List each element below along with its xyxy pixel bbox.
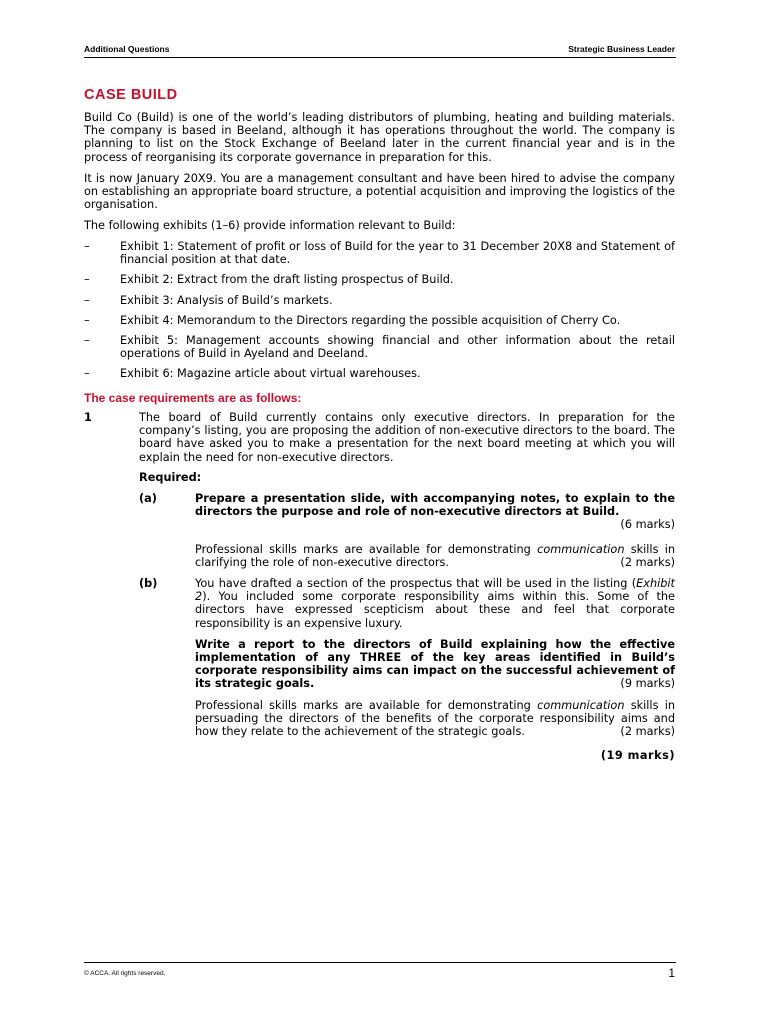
part-b-intro-post: ). You included some corporate responsibility aims within this. Some of the directors have expressed scepticism about these and feel that corporate responsibility is an expensive luxury. [195, 590, 675, 630]
intro-paragraph-3: The following exhibits (1–6) provide information relevant to Build: [84, 219, 456, 232]
exhibit-text: Exhibit 5: Management accounts showing financial and other information about the retail operations of Build in Ayeland and Deeland. [120, 334, 675, 361]
header-left: Additional Questions [84, 44, 170, 54]
part-b-skills-marks: (2 marks) [620, 725, 675, 739]
skills-text-post: skills in persuading the directors of the benefits of the corporate responsibility aims and how they relate to the achievement of the strategic goals. [195, 698, 675, 739]
question-intro: The board of Build currently contains only executive directors. In preparation for the company’s listing, you are proposing the addition of non-executive directors to the board. The board have asked you to make a presentation for the next board meeting at which you will explain the need for non-executive directors. [139, 411, 675, 464]
part-a-label: (a) [139, 492, 157, 505]
list-item [84, 273, 675, 286]
intro-paragraph-2: It is now January 20X9. You are a management consultant and have been hired to advise the company on establishing an appropriate board structure, a potential acquisition and improving the logistics of the organisation. [84, 172, 675, 212]
part-b-intro-pre: You have drafted a section of the prospectus that will be used in the listing ( [195, 577, 637, 590]
part-a-marks: (6 marks) [620, 518, 675, 532]
list-item [84, 240, 675, 266]
list-dash: – [84, 334, 90, 348]
skills-text-pre: Professional skills marks are available for demonstrating [195, 698, 538, 712]
exhibit-text: Exhibit 2: Extract from the draft listing prospectus of Build. [120, 273, 454, 287]
list-item [84, 294, 675, 307]
skills-text-post: skills in clarifying the role of non-executive directors. [195, 542, 675, 569]
list-dash: – [84, 240, 90, 253]
part-a-block [195, 492, 675, 569]
intro-paragraph-1: Build Co (Build) is one of the world’s leading distributors of plumbing, heating and building materials. The company is based in Beeland, although it has operations throughout the world. The company is planning to list on the Stock Exchange of Beeland later in the current financial year and is in the process of reorganising its corporate governance in preparation for this. [84, 111, 675, 164]
part-a-task: Prepare a presentation slide, with accompanying notes, to explain to the directors the purpose and role of non-executive directors at Build. [195, 492, 675, 519]
total-marks: (19 marks) [600, 749, 675, 762]
part-b-task-block [195, 638, 675, 691]
exhibit-text: Exhibit 3: Analysis of Build’s markets. [120, 293, 333, 307]
footer-copyright: © ACCA. All rights reserved. [84, 970, 166, 977]
requirements-heading: The case requirements are as follows: [84, 391, 302, 405]
footer-divider [84, 962, 676, 963]
exhibit-text: Exhibit 4: Memorandum to the Directors regarding the possible acquisition of Cherry Co. [120, 313, 621, 327]
exhibit-text: Exhibit 6: Magazine article about virtual warehouses. [120, 367, 421, 381]
part-a-skills-marks: (2 marks) [620, 555, 675, 569]
question-number: 1 [84, 411, 92, 424]
exhibit-text: Exhibit 1: Statement of profit or loss of Build for the year to 31 December 20X8 and Statement of financial position at that date. [120, 240, 675, 267]
page-title: CASE BUILD [84, 87, 178, 103]
header-right: Strategic Business Leader [568, 44, 675, 54]
part-b-task: Write a report to the directors of Build explaining how the effective implementation of any THREE of the key areas identified in Build’s corporate responsibility aims can impact on the successful achievement of its strategic goals. [195, 637, 675, 691]
part-b-intro-emphasis: Exhibit 2 [195, 577, 675, 604]
part-b-marks: (9 marks) [620, 677, 675, 691]
skills-text-emphasis: communication [537, 698, 625, 712]
list-item [84, 314, 675, 327]
skills-text-pre: Professional skills marks are available for demonstrating [195, 542, 538, 556]
list-item [84, 367, 675, 380]
part-b-skills [195, 699, 675, 739]
list-item [84, 334, 675, 360]
part-b-intro [195, 577, 675, 630]
skills-text-emphasis: communication [537, 542, 625, 556]
part-a-skills [195, 543, 675, 569]
list-dash: – [84, 293, 90, 307]
list-dash: – [84, 273, 90, 287]
list-dash: – [84, 313, 90, 327]
page-number: 1 [668, 966, 675, 980]
header-divider [84, 57, 676, 58]
required-label: Required: [139, 471, 202, 484]
exhibit-list [84, 240, 675, 381]
list-dash: – [84, 367, 90, 381]
part-b-label: (b) [139, 577, 158, 590]
part-b-block [195, 577, 675, 738]
